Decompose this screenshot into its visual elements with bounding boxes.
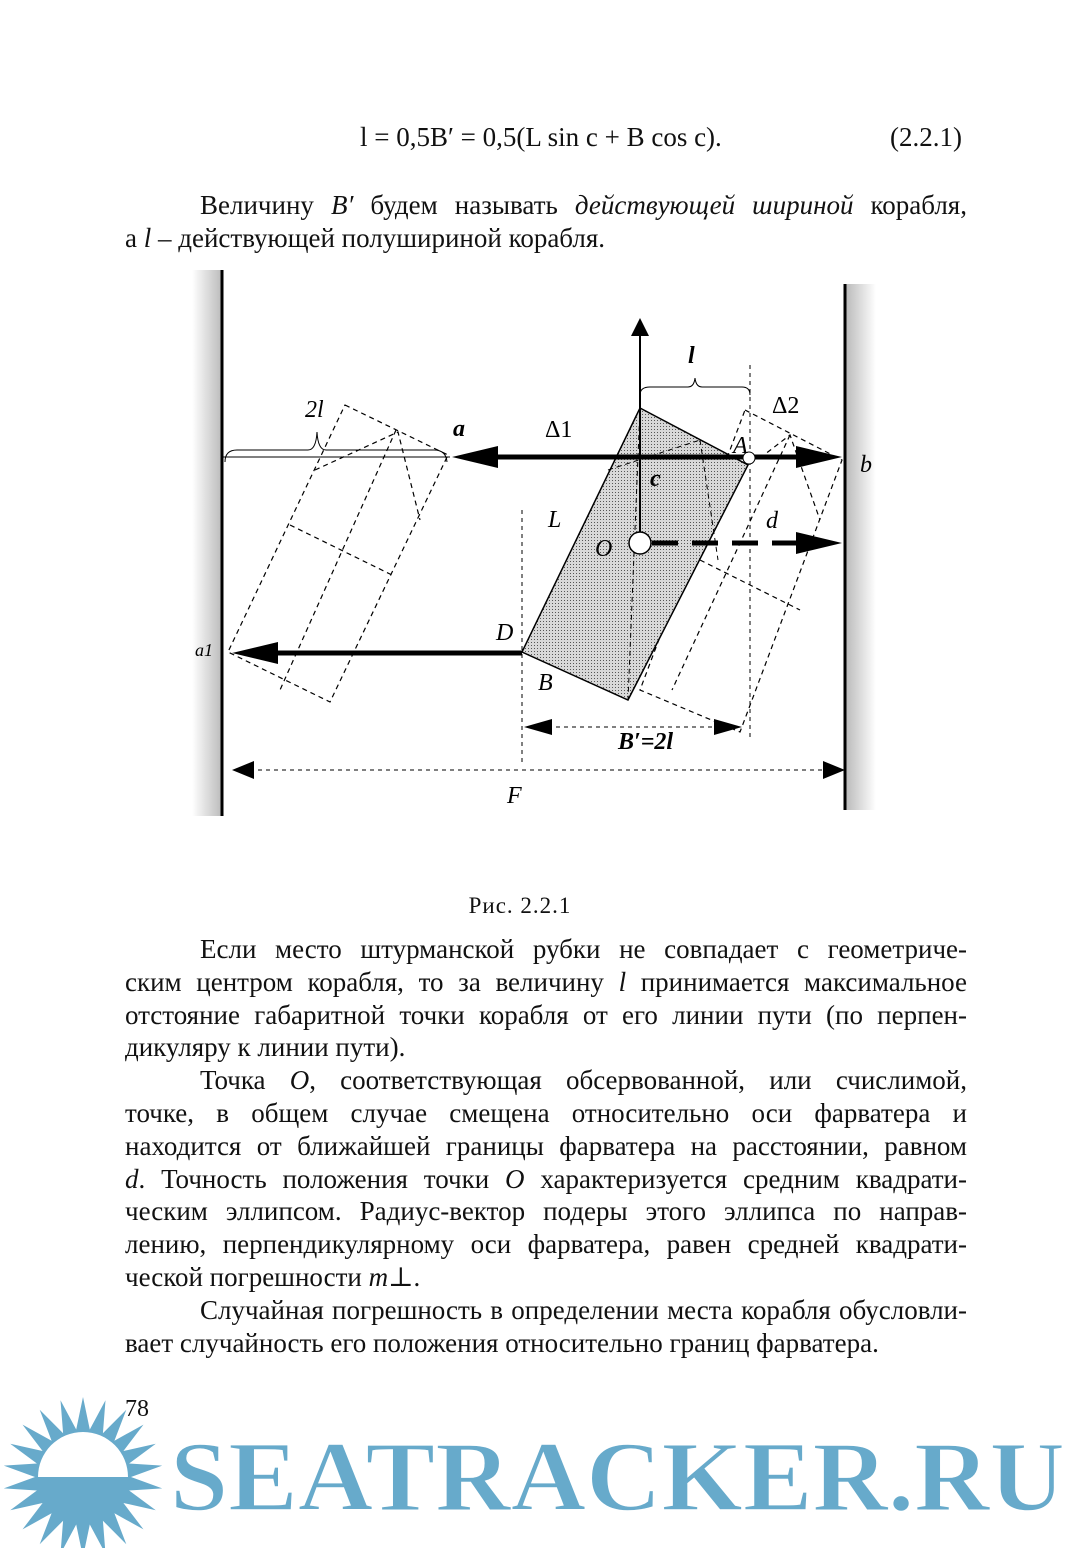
label-a1: a1	[195, 640, 213, 660]
text-segment: действующей шириной	[574, 190, 854, 220]
text-segment: l	[143, 223, 152, 253]
label-d: d	[766, 508, 778, 534]
text-segment: Величину	[200, 190, 331, 220]
label-a: a	[453, 416, 465, 442]
text-line	[200, 1064, 967, 1097]
text-segment: Если место штурманской рубки не совпадает с геометриче-	[200, 934, 967, 964]
text-segment: принимается максимальное	[626, 966, 967, 997]
watermark-text: SEATRACKER.RU	[170, 1421, 1065, 1532]
label-B: B	[538, 670, 553, 696]
text-segment: вает случайность его положения относительно границ фарватера.	[125, 1327, 879, 1358]
label-l: l	[688, 343, 695, 369]
text-segment: O	[289, 1065, 310, 1096]
label-2l: 2l	[305, 397, 324, 423]
text-segment: m⊥	[368, 1262, 414, 1292]
text-segment: отстояние габаритной точки корабля от его линии пути (по перпен-	[125, 999, 967, 1030]
label-c: c	[650, 466, 661, 492]
point-O	[629, 532, 651, 554]
label-delta1: Δ1	[545, 417, 573, 443]
text-segment: находится от ближайшей границы фарватера на расстоянии, равном	[125, 1130, 967, 1161]
text-line	[200, 1294, 967, 1327]
heading-arrowhead	[631, 318, 649, 336]
text-segment: B′	[330, 190, 354, 220]
text-line	[125, 1327, 967, 1360]
text-segment: . Точность положения точки	[138, 1163, 506, 1194]
text-segment: , соответствующая обсервованной, или счислимой,	[309, 1065, 967, 1096]
label-L: L	[548, 507, 562, 533]
text-segment: O	[505, 1163, 525, 1194]
formula: l = 0,5B′ = 0,5(L sin c + B cos c).	[360, 122, 722, 152]
text-line	[125, 1130, 967, 1163]
text-line	[125, 1195, 967, 1228]
text-segment: Случайная погрешность в определении места корабля обусловли-	[200, 1294, 967, 1325]
equation-number: (2.2.1)	[890, 122, 962, 152]
text-line	[125, 966, 967, 999]
text-segment: Точка	[200, 1065, 290, 1096]
text-segment: корабля,	[853, 190, 967, 220]
ship-hull	[522, 408, 748, 700]
text-line	[125, 1163, 967, 1196]
text-segment: характеризуется средним квадрати-	[524, 1163, 967, 1194]
right-bank-shade	[846, 284, 876, 810]
text-segment: d	[125, 1163, 139, 1194]
page-number: 78	[125, 1396, 149, 1422]
text-segment: а	[125, 223, 144, 253]
text-segment: точке, в общем случае смещена относительно оси фарватера и	[125, 1098, 967, 1128]
text-segment: ческой погрешности	[125, 1262, 369, 1292]
figure-caption: Рис. 2.2.1	[468, 893, 572, 918]
label-delta2: Δ2	[772, 393, 800, 419]
text-segment: – действующей полушириной корабля.	[151, 223, 606, 253]
label-B-prime: B′=2l	[618, 729, 674, 755]
text-segment: дикуляру к линии пути).	[125, 1032, 406, 1063]
text-segment: ским центром корабля, то за величину	[125, 966, 619, 997]
label-A: A	[733, 433, 748, 459]
text-segment: ческим эллипсом. Радиус-вектор подеры этого эллипса по направ-	[125, 1196, 967, 1227]
label-D: D	[496, 620, 514, 646]
text-segment: будем называть	[353, 190, 575, 220]
left-bank-shade	[192, 270, 222, 816]
text-segment: .	[413, 1262, 421, 1292]
text-line	[125, 1261, 967, 1294]
watermark-logo	[0, 1385, 1080, 1548]
label-F: F	[507, 783, 522, 809]
text-segment: лению, перпендикулярному оси фарватера, равен средней квадрати-	[125, 1229, 967, 1260]
label-O: O	[595, 536, 613, 562]
text-line	[125, 1031, 967, 1064]
text-segment: l	[618, 966, 627, 997]
text-line	[200, 933, 967, 966]
text-line	[125, 999, 967, 1032]
text-line	[125, 1228, 967, 1261]
text-line	[125, 1097, 967, 1130]
brace-l	[640, 378, 750, 395]
label-b: b	[860, 452, 872, 478]
